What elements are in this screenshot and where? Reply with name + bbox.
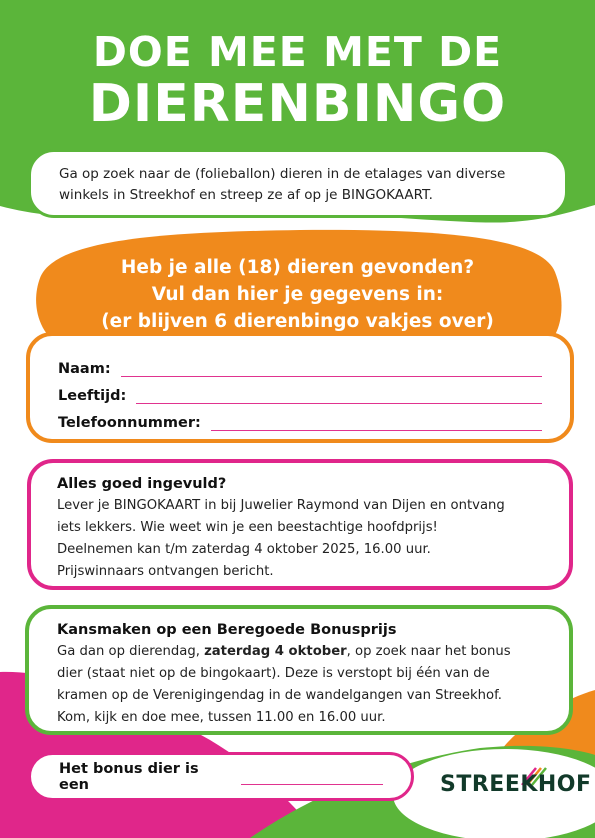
check-box (27, 459, 573, 590)
check-title: Alles goed ingevuld? (57, 476, 227, 492)
age-row (58, 377, 542, 404)
form-header-line-3: (er blijven 6 dierenbingo vakjes over) (101, 311, 494, 332)
bonus-info-date: zaterdag 4 oktober (204, 644, 347, 659)
contact-form (26, 332, 574, 443)
bonus-info-line-1-pre: Ga dan op dierendag, (57, 644, 205, 659)
bonus-answer-field[interactable] (241, 768, 383, 785)
name-row (58, 350, 542, 377)
intro-box (28, 149, 568, 218)
bonus-info-line-3: kramen op de Verenigingendag in de wandelgangen van Streekhof. (57, 688, 502, 703)
name-label: Naam: (58, 361, 111, 377)
form-header-line-1: Heb je alle (18) dieren gevonden? (120, 257, 475, 278)
phone-row (58, 404, 542, 431)
bonus-info-title: Kansmaken op een Beregoede Bonusprijs (57, 622, 397, 638)
phone-field[interactable] (211, 412, 542, 431)
form-header-line-2: Vul dan hier je gegevens in: (151, 284, 444, 305)
phone-label: Telefoonnummer: (58, 415, 201, 431)
check-line-2: iets lekkers. Wie weet win je een beestachtige hoofdprijs! (57, 520, 438, 535)
bonus-answer-box (28, 752, 414, 801)
age-field[interactable] (136, 385, 542, 404)
bonus-info-line-4: Kom, kijk en doe mee, tussen 11.00 en 16.00 uur. (57, 710, 386, 725)
name-field[interactable] (121, 358, 542, 377)
title-line-1: DOE MEE MET DE (92, 28, 503, 76)
streekhof-logo: STREEKHOF (440, 772, 592, 797)
check-line-1: Lever je BINGOKAART in bij Juwelier Raymond van Dijen en ontvang (57, 498, 505, 513)
bonus-info-line-1 (57, 641, 541, 663)
title-line-2: DIERENBINGO (88, 74, 507, 134)
bonus-info-line-2: dier (staat niet op de bingokaart). Deze is verstopt bij één van de (57, 666, 490, 681)
bonus-info-line-1-post: , op zoek naar het bonus (346, 644, 511, 659)
intro-text: Ga op zoek naar de (folieballon) dieren in de etalages van diverse winkels in Streekhof en streep ze af op je BINGOKAART. (59, 166, 506, 203)
check-line-4: Prijswinnaars ontvangen bericht. (57, 564, 274, 579)
bonus-info-box (25, 605, 573, 735)
bonus-answer-label: Het bonus dier is een (59, 760, 199, 793)
age-label: Leeftijd: (58, 388, 127, 404)
check-line-3: Deelnemen kan t/m zaterdag 4 oktober 2025, 16.00 uur. (57, 542, 431, 557)
